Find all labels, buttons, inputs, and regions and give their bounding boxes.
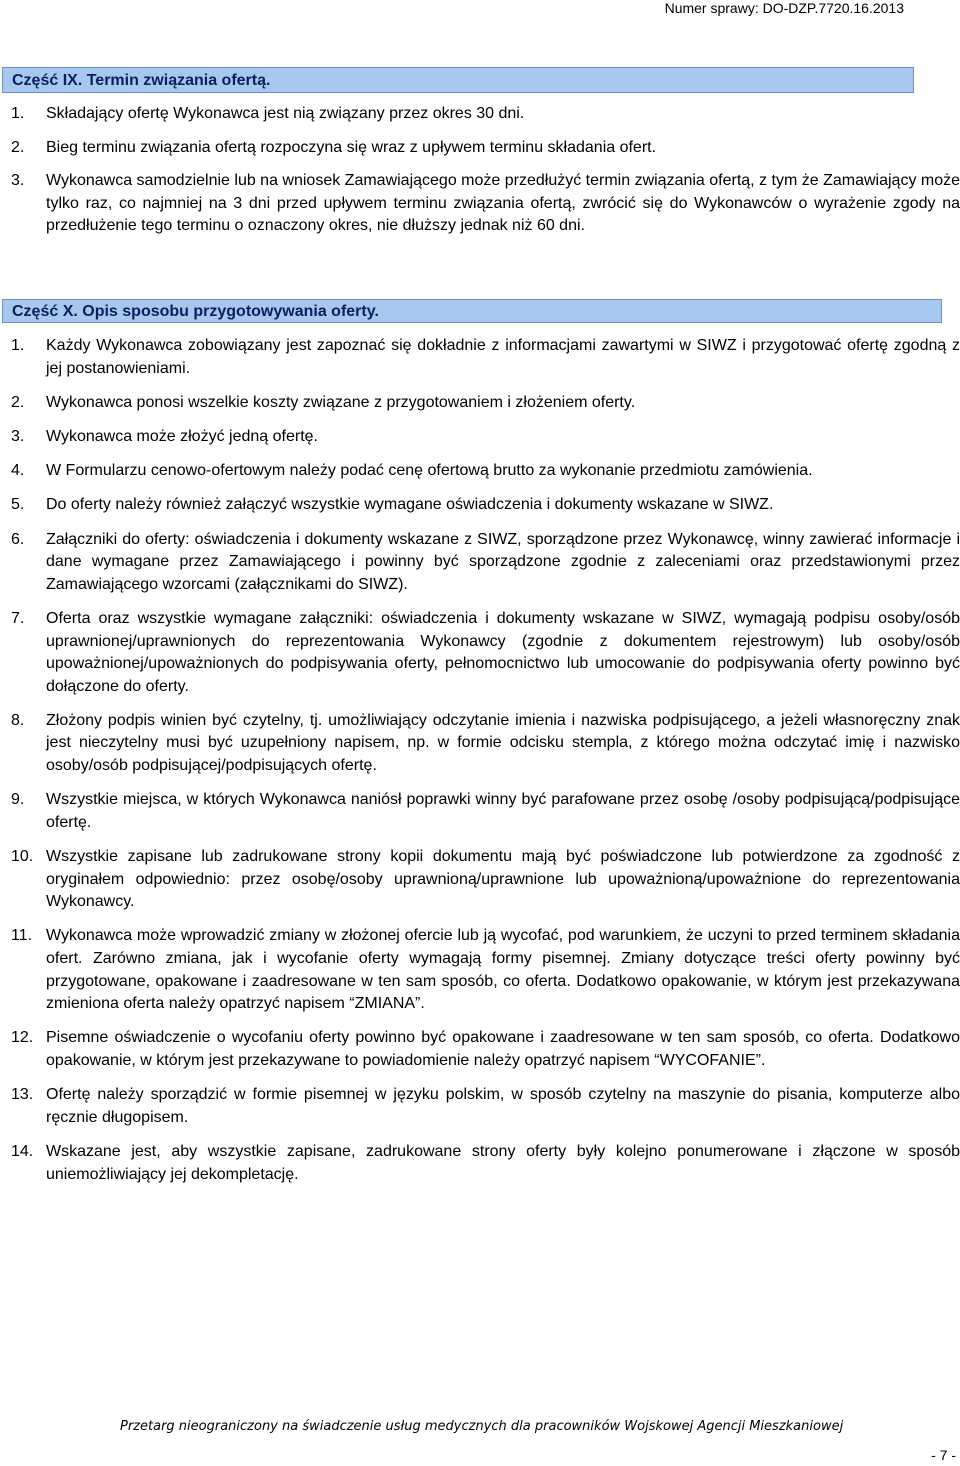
section-9-title: Część IX. Termin związania ofertą. [2,67,914,93]
section-10-list [0,335,960,1198]
item-number: 6. [11,530,25,548]
item-number: 2. [11,393,25,411]
list-item [0,710,960,778]
item-text: Każdy Wykonawca zobowiązany jest zapoznać się dokładnie z informacjami zawartymi w SIWZ i przygotować ofertę zgodną z jej postanowieniami. [46,337,960,377]
item-text: Wykonawca ponosi wszelkie koszty związane z przygotowaniem i złożeniem oferty. [46,393,636,411]
list-item [0,460,960,483]
section-10-title: Część X. Opis sposobu przygotowywania oferty. [2,299,942,323]
item-text: Załączniki do oferty: oświadczenia i dokumenty wskazane z SIWZ, sporządzone przez Wykonawcę, winny zawierać informacje i dane wymagane przez Zamawiającego i powinny być sporządzone zgodnie z zaleceniami oraz przedstawionymi przez Zamawiającego wzorcami (załącznikami do SIWZ). [46,530,960,593]
item-text: Wykonawca samodzielnie lub na wniosek Zamawiającego może przedłużyć termin związania ofertą, z tym że Zamawiający może tylko raz, co najmniej na 3 dni przed upływem terminu związania ofertą, zwrócić się do Wykonawców o wyrażenie zgody na przedłużenie tego terminu o oznaczony okres, nie dłuższy jednak niż 60 dni. [46,172,960,235]
footer-text: Przetarg nieograniczony na świadczenie usług medycznych dla pracowników Wojskowej Agencji Mieszkaniowej [120,1419,844,1434]
list-item [0,392,960,415]
item-number: 3. [11,427,25,445]
item-number: 1. [11,105,25,122]
list-item [0,335,960,380]
item-text: Wszystkie zapisane lub zadrukowane strony kopii dokumentu mają być poświadczone lub potwierdzone za zgodność z oryginałem odpowiednio: przez osobę/osoby uprawnioną/uprawnione lub upoważnioną/upoważnione do reprezentowania Wykonawcy. [46,848,960,911]
item-number: 1. [11,337,25,354]
item-text: Do oferty należy również załączyć wszystkie wymagane oświadczenia i dokumenty wskazane w SIWZ. [46,496,774,514]
item-number: 7. [11,609,25,627]
item-text: Wykonawca może wprowadzić zmiany w złożonej ofercie lub ją wycofać, pod warunkiem, że uczyni to przed terminem składania ofert. Zarówno zmiana, jak i wycofanie oferty wymagają formy pisemnej. Zmiany dotyczące treści oferty powinny być przygotowane, opakowane i zaadresowane w ten sam sposób, co oferta. Dodatkowo opakowanie, w którym jest przekazywana zmieniona oferta należy opatrzyć napisem “ZMIANA”. [46,927,960,1013]
list-item [0,925,960,1015]
item-text: Oferta oraz wszystkie wymagane załączniki: oświadczenia i dokumenty wskazane w SIWZ, wymagają podpisu osoby/osób uprawnionej/uprawnionych do reprezentowania Wykonawcy (zgodnie z dokumentem rejestrowym) lub osoby/osób upoważnionej/upoważnionych do podpisywania oferty, pełnomocnictwo lub umocowanie do podpisywania oferty powinno być dołączone do oferty. [46,609,960,695]
list-item [0,1141,960,1186]
item-number: 13. [11,1086,34,1104]
item-number: 3. [11,172,25,190]
item-number: 5. [11,496,25,514]
item-text: Bieg terminu związania ofertą rozpoczyna się wraz z upływem terminu składania ofert. [46,138,657,156]
item-number: 10. [11,848,34,866]
page-number: - 7 - [931,1447,956,1463]
item-number: 14. [11,1142,34,1160]
item-text: Składający ofertę Wykonawca jest nią związany przez okres 30 dni. [46,105,525,122]
list-item [0,1084,960,1129]
item-number: 11. [11,927,33,945]
list-item [0,103,960,126]
item-text: Pisemne oświadczenie o wycofaniu oferty powinno być opakowane i zaadresowane w ten sam sposób, co oferta. Dodatkowo opakowanie, w którym jest przekazywane to powiadomienie należy opatrzyć napisem “WYCOFANIE”. [46,1029,960,1069]
item-number: 8. [11,711,25,729]
list-item [0,846,960,914]
list-item [0,494,960,517]
item-number: 2. [11,138,25,156]
list-item [0,426,960,449]
list-item [0,608,960,698]
list-item [0,137,960,160]
item-text: Wszystkie miejsca, w których Wykonawca naniósł poprawki winny być parafowane przez osobę /osoby podpisującą/podpisujące ofertę. [46,791,960,831]
item-text: Wykonawca może złożyć jedną ofertę. [46,427,318,445]
list-item [0,170,960,238]
case-number: Numer sprawy: DO-DZP.7720.16.2013 [664,0,904,16]
list-item [0,1027,960,1072]
item-number: 9. [11,791,25,809]
item-text: W Formularzu cenowo-ofertowym należy podać cenę ofertową brutto za wykonanie przedmiotu zamówienia. [46,462,813,480]
item-number: 4. [11,462,25,480]
item-number: 12. [11,1029,34,1047]
list-item [0,529,960,597]
item-text: Wskazane jest, aby wszystkie zapisane, zadrukowane strony oferty były kolejno ponumerowane i złączone w sposób uniemożliwiający jej dekompletację. [46,1142,960,1183]
item-text: Złożony podpis winien być czytelny, tj. umożliwiający odczytanie imienia i nazwiska podpisującego, a jeżeli własnoręczny znak jest nieczytelny musi być uzupełniony napisem, np. w formie odcisku stempla, z którego można odczytać imię i nazwisko osoby/osób podpisującej/podpisujących ofertę. [46,711,960,775]
list-item [0,789,960,834]
item-text: Ofertę należy sporządzić w formie pisemnej w języku polskim, w sposób czytelny na maszynie do pisania, komputerze albo ręcznie długopisem. [46,1086,960,1126]
section-9-list [0,103,960,238]
